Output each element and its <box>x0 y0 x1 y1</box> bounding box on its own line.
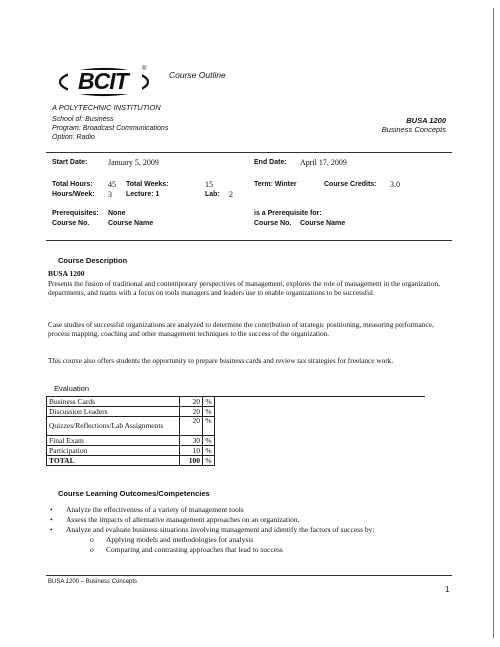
footer-divider <box>46 575 452 576</box>
list-subitem <box>50 535 374 545</box>
list-item <box>50 515 374 525</box>
course-description-heading: Course Description <box>58 256 128 265</box>
start-date-value: January 5, 2009 <box>108 158 159 167</box>
outcomes-list <box>50 505 374 555</box>
course-no-label: Course No. <box>52 220 90 227</box>
outcome-text: Analyze and evaluate business situations involving management and identify the factors of success by: <box>66 525 375 534</box>
description-paragraph-1: Presents the fusion of traditional and contemporary perspectives of management, explores the role of management in the organization, departments, and teams with a focus on tools managers and leaders use to enable organizations to be successful. <box>48 279 440 297</box>
prerequisites-label: Prerequisites: <box>52 210 99 217</box>
end-date-label: End Date: <box>254 159 287 166</box>
eval-item-percent: % <box>203 417 215 436</box>
description-course-code: BUSA 1200 <box>48 269 85 278</box>
eval-item-name: Quizzes/Reflections/Lab Assignments <box>47 417 180 436</box>
course-credits-label: Course Credits: <box>324 181 377 188</box>
lecture-label: Lecture: 1 <box>126 191 160 198</box>
course-name-label-2: Course Name <box>300 220 346 227</box>
list-item <box>50 525 374 535</box>
eval-item-name: Business Cards <box>47 397 180 407</box>
description-paragraph-3: This course also offers students the opportunity to prepare business cards and review tax strategies for freelance work. <box>48 356 394 365</box>
total-hours-value: 45 <box>108 180 116 189</box>
course-credits-value: 3.0 <box>390 180 400 189</box>
start-date-label: Start Date: <box>52 159 88 166</box>
page-number: 1 <box>445 585 450 594</box>
course-code-header: BUSA 1200 <box>406 116 446 125</box>
end-date-value: April 17, 2009 <box>300 158 347 167</box>
program-line: Program: Broadcast Communications <box>52 125 169 132</box>
eval-item-value: 20 <box>180 397 203 407</box>
course-no-label-2: Course No. <box>254 220 292 227</box>
institution-tagline: A POLYTECHNIC INSTITUTION <box>52 103 161 112</box>
eval-item-percent: % <box>203 446 215 456</box>
eval-item-value: 20 <box>180 407 203 417</box>
course-name-header: Business Concepts <box>381 125 446 134</box>
eval-empty-column <box>215 397 426 466</box>
lab-label: Lab: <box>205 191 220 198</box>
hours-week-label: Hours/Week: <box>52 191 95 198</box>
logo-trademark: ® <box>142 66 147 72</box>
eval-item-value: 20 <box>180 417 203 436</box>
sub-bullet-icon: o <box>90 545 94 554</box>
eval-item-value: 100 <box>180 456 203 466</box>
list-subitem <box>50 545 374 555</box>
evaluation-table <box>46 396 425 466</box>
scan-edge <box>493 8 494 638</box>
eval-item-name: Final Exam <box>47 436 180 446</box>
eval-item-value: 10 <box>180 446 203 456</box>
table-row <box>47 397 426 407</box>
total-weeks-label: Total Weeks: <box>126 181 169 188</box>
prerequisite-for-label: is a Prerequisite for: <box>254 210 322 217</box>
eval-item-name: Discussion Leaders <box>47 407 180 417</box>
outcomes-heading: Course Learning Outcomes/Competencies <box>58 489 210 498</box>
prerequisites-value: None <box>108 210 126 217</box>
term-label: Term: Winter <box>254 181 297 188</box>
option-line: Option: Radio <box>52 134 95 141</box>
outcome-subtext: Applying models and methodologies for analysis <box>106 535 254 544</box>
outcome-text: Assess the impacts of alternative management approaches on an organization. <box>66 515 300 524</box>
course-name-label: Course Name <box>108 220 154 227</box>
bullet-icon: • <box>50 505 53 514</box>
eval-item-percent: % <box>203 456 215 466</box>
school-line: School of: Business <box>52 116 114 123</box>
logo-text: BCIT <box>78 68 128 94</box>
description-paragraph-2: Case studies of successful organizations are analyzed to determine the contribution of strategic positioning, measuring performance, process mapping, coaching and other management techniques to the success of the organization. <box>48 320 434 338</box>
outcome-subtext: Comparing and contrasting approaches that lead to success <box>106 545 283 554</box>
total-hours-label: Total Hours: <box>52 181 93 188</box>
outcome-text: Analyze the effectiveness of a variety of management tools <box>66 505 244 514</box>
hours-week-value: 3 <box>108 190 112 199</box>
sub-bullet-icon: o <box>90 535 94 544</box>
eval-item-percent: % <box>203 407 215 417</box>
eval-item-name: Participation <box>47 446 180 456</box>
bullet-icon: • <box>50 515 53 524</box>
list-item <box>50 505 374 515</box>
bullet-icon: • <box>50 525 53 534</box>
eval-item-value: 30 <box>180 436 203 446</box>
bcit-logo <box>56 64 166 100</box>
footer-course-label: BUSA 1200 – Business Concepts <box>48 579 138 585</box>
eval-item-percent: % <box>203 436 215 446</box>
total-weeks-value: 15 <box>205 180 213 189</box>
document-title: Course Outline <box>169 70 226 80</box>
eval-item-percent: % <box>203 397 215 407</box>
header-divider <box>46 152 452 153</box>
lab-value: 2 <box>229 190 233 199</box>
evaluation-heading: Evaluation <box>54 384 90 393</box>
info-divider <box>46 240 452 241</box>
eval-item-name: TOTAL <box>47 456 180 466</box>
